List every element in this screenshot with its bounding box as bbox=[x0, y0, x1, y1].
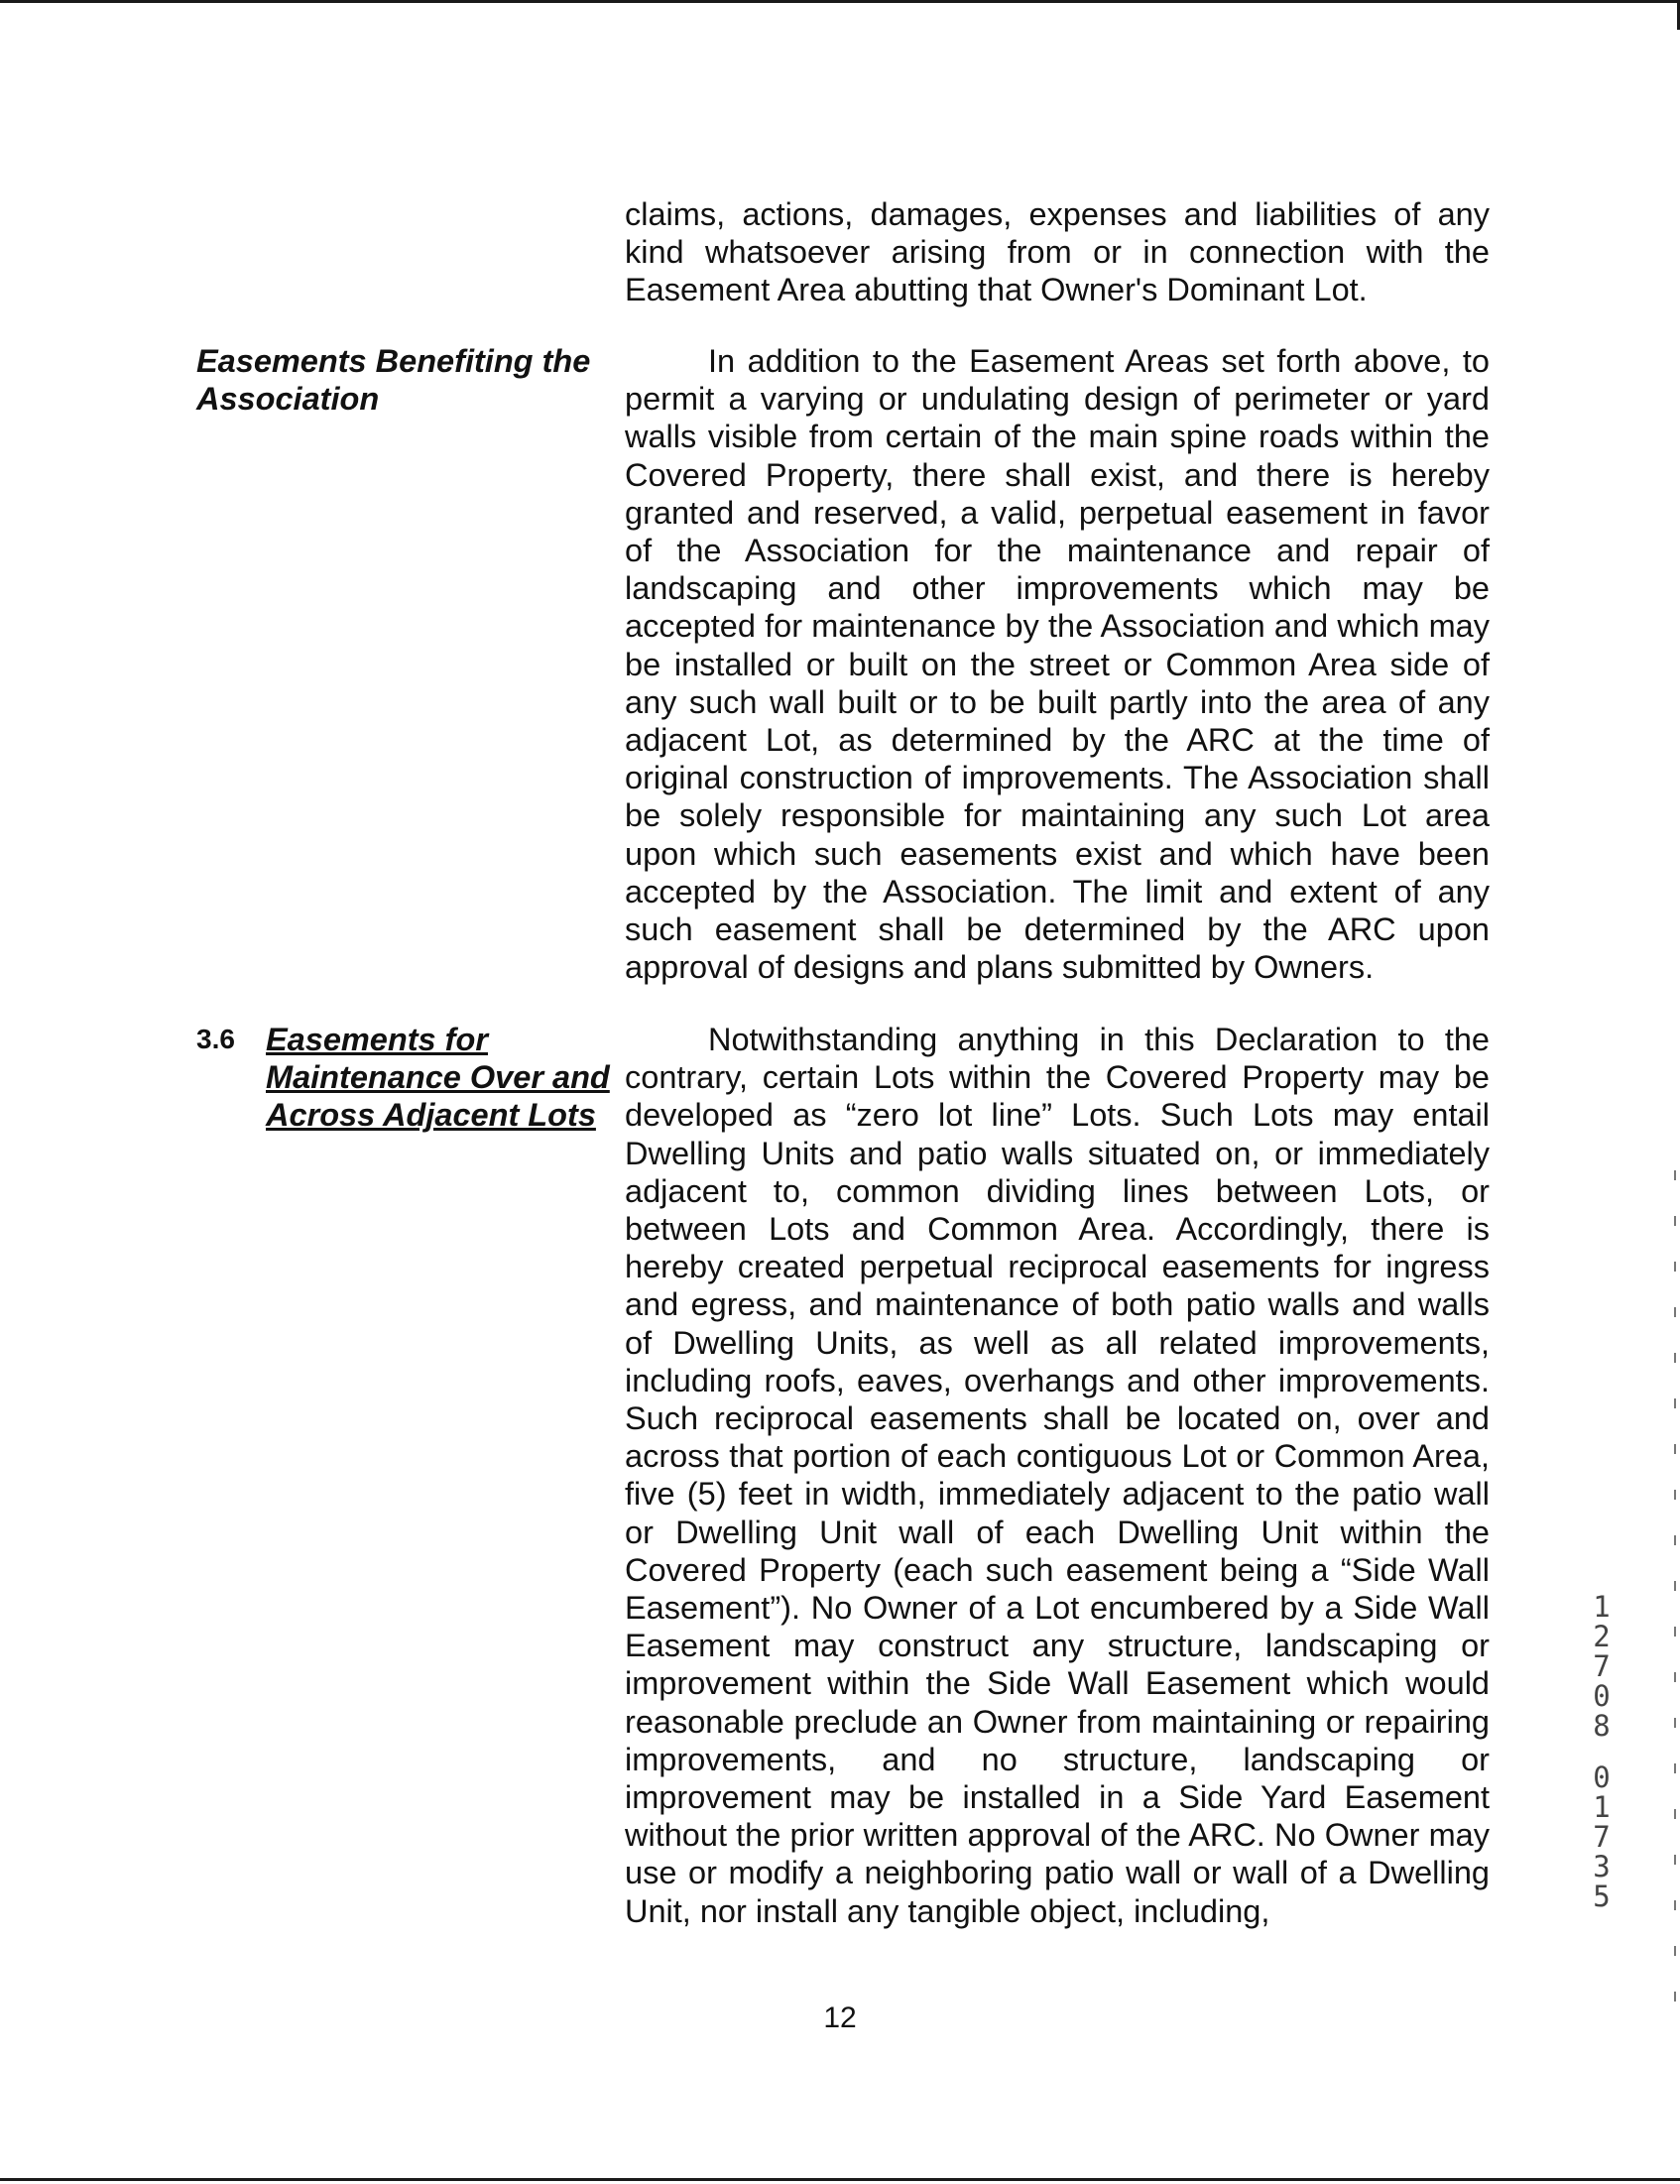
scan-border-top bbox=[0, 0, 1680, 3]
recording-stamp-bottom: 01735 bbox=[1593, 1760, 1611, 1913]
continuation-paragraph bbox=[625, 195, 1490, 309]
scan-edge-marks bbox=[1674, 1170, 1676, 2023]
page-number: 12 bbox=[823, 2002, 857, 2034]
easements-association-text: In addition to the Easement Areas set forth above, to permit a varying or undulating design of perimeter or yard walls visible from certain of the main spine roads within the Covered Property, there shall exist, and there is hereby granted and reserved, a valid, perpetual easement in favor of the Association for the maintenance and repair of landscaping and other improvements which may be accepted for maintenance by the Association and which may be installed or built on the street or Common Area side of any such wall built or to be built partly into the area of any adjacent Lot, as determined by the ARC at the time of original construction of improvements. The Association shall be solely responsible for maintaining any such Lot area upon which such easements exist and which have been accepted by the Association. The limit and extent of any such easement shall be determined by the ARC upon approval of designs and plans submitted by Owners. bbox=[625, 343, 1490, 986]
section-3-6-text: Notwithstanding anything in this Declaration to the contrary, certain Lots within the Covered Property may be developed as “zero lot line” Lots. Such Lots may entail Dwelling Units and patio walls situated on, or immediately adjacent to, common dividing lines between Lots, or between Lots and Common Area. Accordingly, there is hereby created perpetual reciprocal easements for ingress and egress, and maintenance of both patio walls and walls of Dwelling Units, as well as all related improvements, including roofs, eaves, overhangs and other improvements. Such reciprocal easements shall be located on, over and across that portion of each contiguous Lot or Common Area, five (5) feet in width, immediately adjacent to the patio wall or Dwelling Unit wall of each Dwelling Unit within the Covered Property (each such easement being a “Side Wall Easement”). No Owner of a Lot encumbered by a Side Wall Easement may construct any structure, landscaping or improvement within the Side Wall Easement which would reasonable preclude an Owner from maintaining or repairing improvements, and no structure, landscaping or improvement may be installed in a Side Yard Easement without the prior written approval of the ARC. No Owner may use or modify a neighboring patio wall or wall of a Dwelling Unit, nor install any tangible object, including, bbox=[625, 1022, 1490, 1929]
section-title: Easements for Maintenance Over and Across Adjacent Lots bbox=[266, 1022, 610, 1134]
easements-association-paragraph bbox=[625, 342, 1490, 986]
easements-association-heading: Easements Benefiting the Association bbox=[196, 343, 591, 418]
section-3-6-paragraph bbox=[625, 1021, 1490, 1930]
recording-stamp-top: 12708 bbox=[1593, 1590, 1611, 1743]
continuation-text: claims, actions, damages, expenses and liabilities of any kind whatsoever arising from or in connection with the Easement Area abutting that Owner's Dominant Lot. bbox=[625, 196, 1490, 308]
recording-stamp bbox=[1587, 1592, 1617, 1911]
scan-border-bottom bbox=[0, 2178, 1680, 2181]
section-number: 3.6 bbox=[196, 1024, 235, 1054]
